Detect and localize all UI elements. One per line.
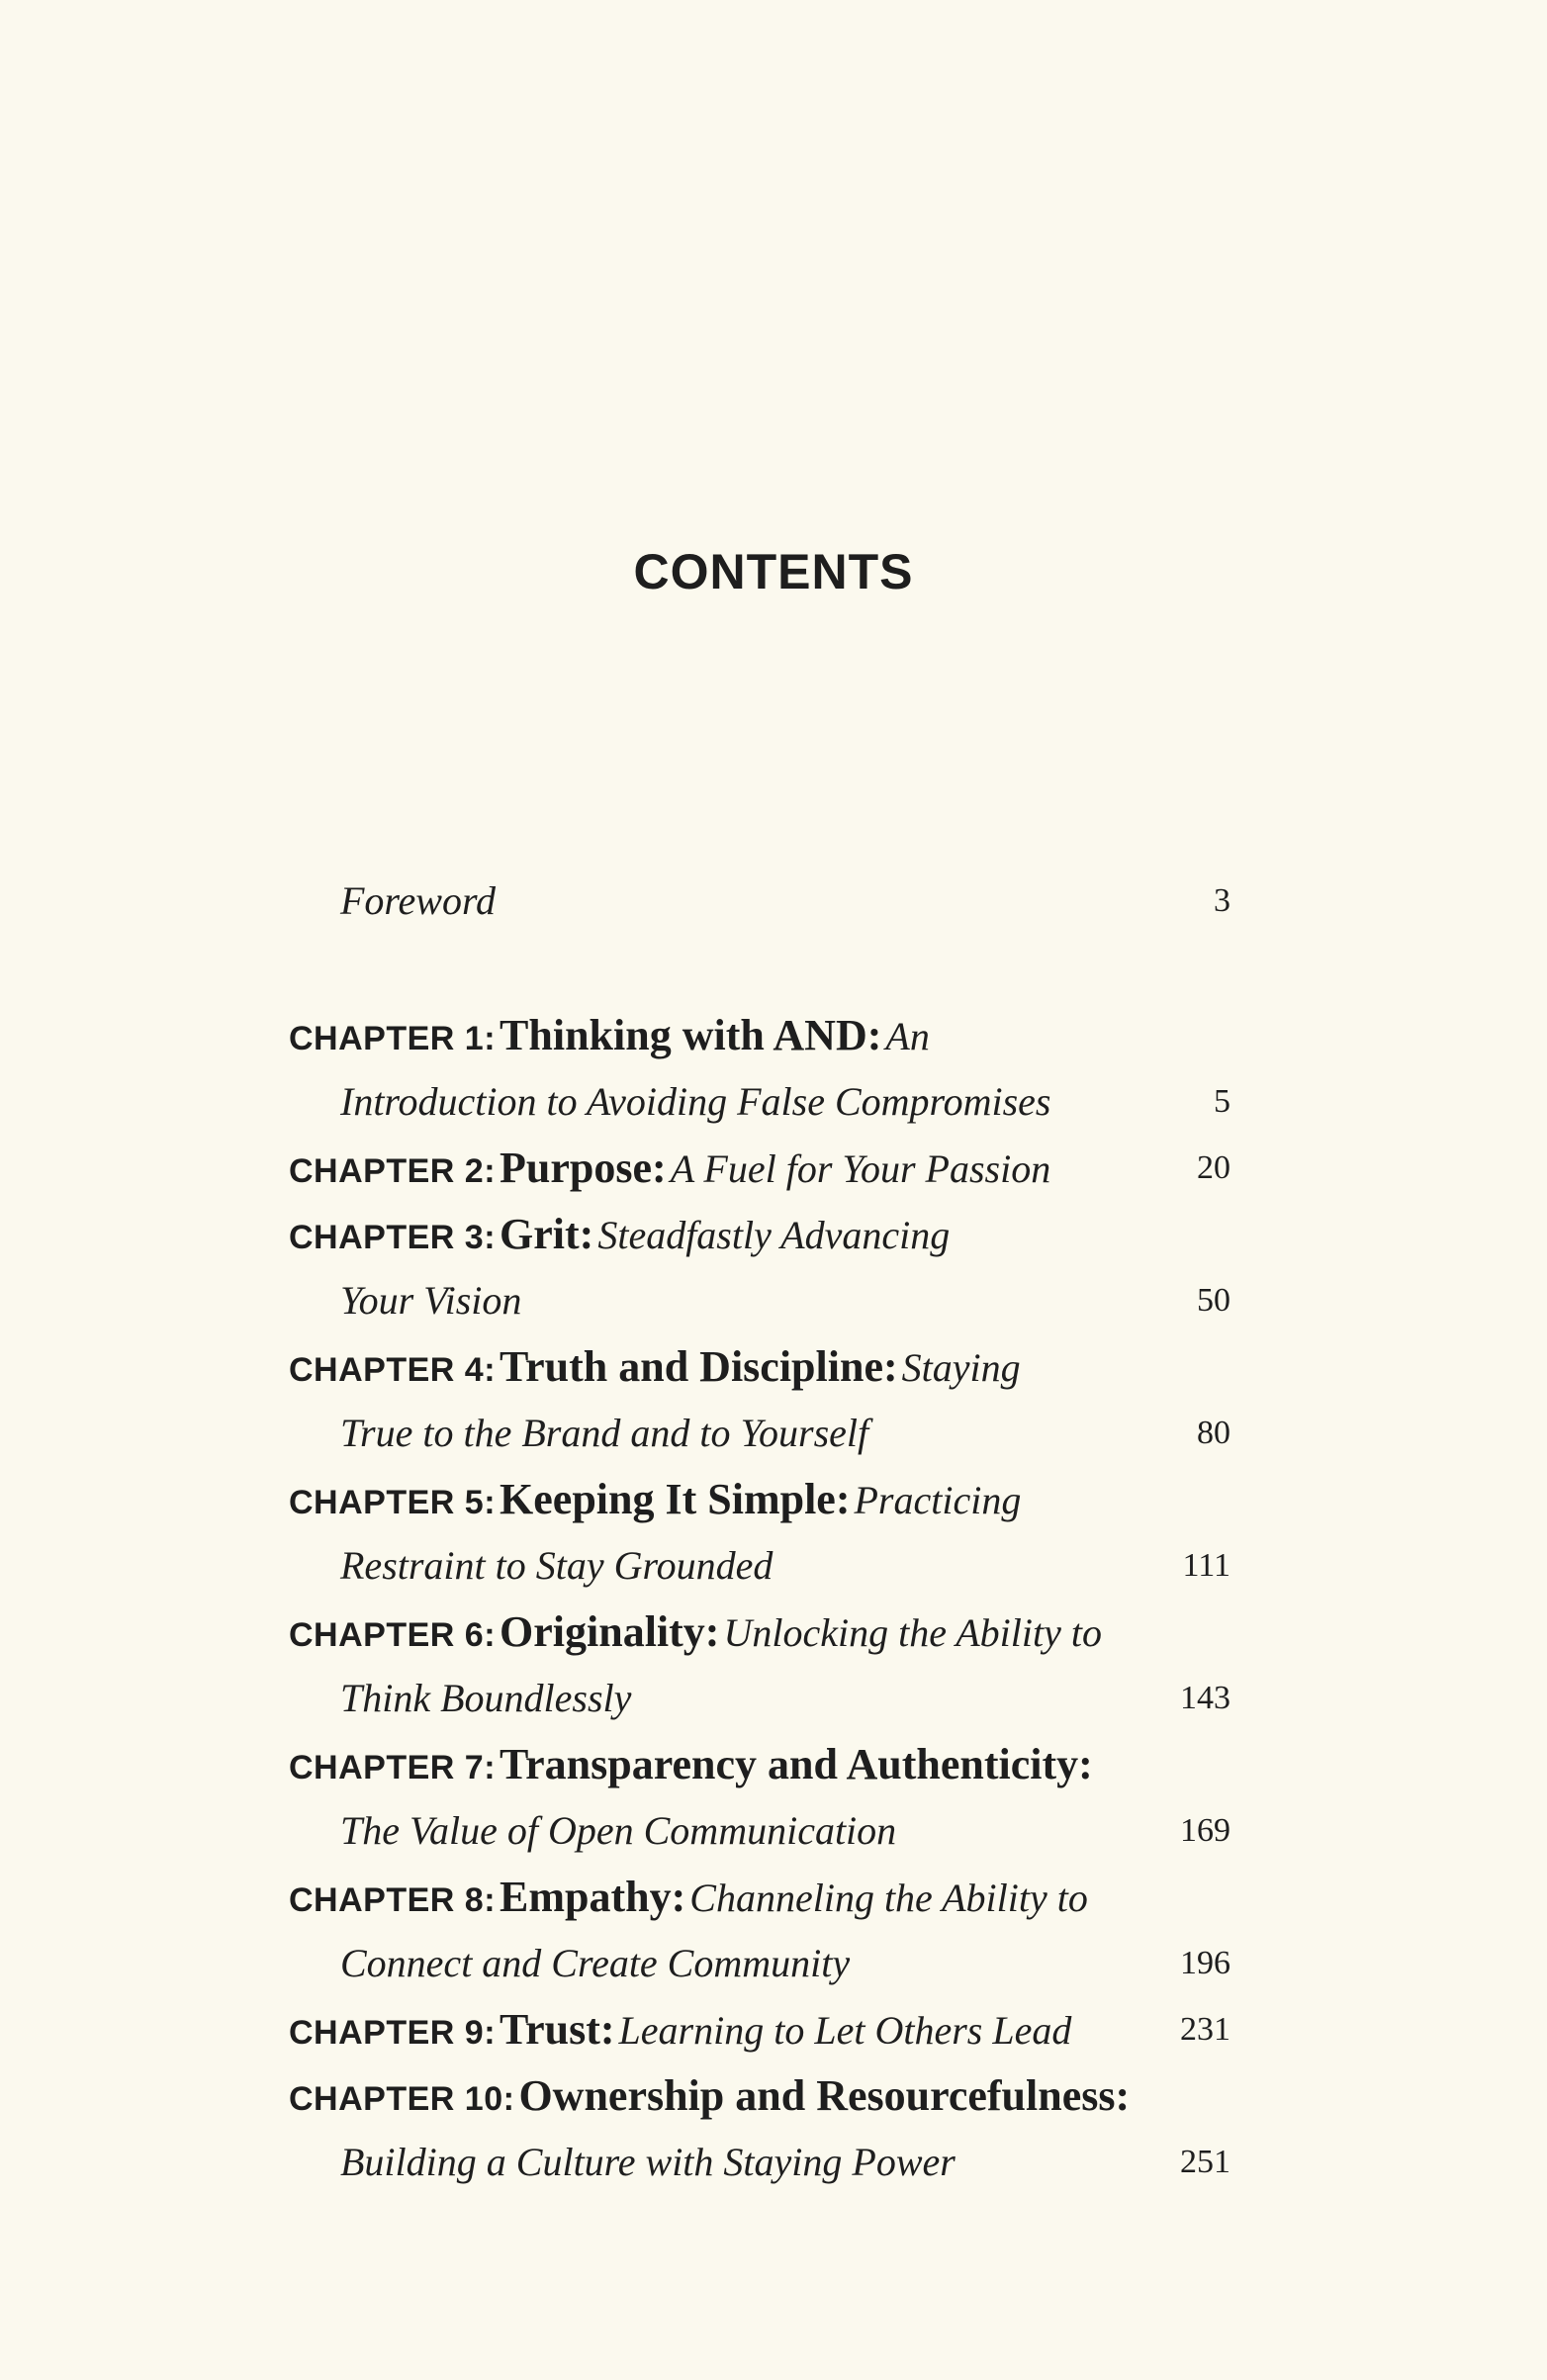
- toc-entry-chapter-7-cont[interactable]: [289, 1797, 1230, 1864]
- chapter-label: CHAPTER 7:: [289, 1749, 497, 1786]
- chapter-subtitle-cont: Restraint to Stay Grounded: [340, 1543, 774, 1588]
- toc-entry-chapter-8-cont[interactable]: [289, 1930, 1230, 1996]
- page-number: 196: [1180, 1945, 1230, 1981]
- page-number: 50: [1197, 1282, 1230, 1319]
- chapter-label: CHAPTER 4:: [289, 1351, 497, 1389]
- toc-entry-chapter-9[interactable]: [289, 1996, 1230, 2062]
- toc-entry-chapter-6[interactable]: [289, 1599, 1230, 1665]
- foreword-label: Foreword: [340, 878, 497, 923]
- toc-entry-chapter-5-cont[interactable]: [289, 1532, 1230, 1599]
- toc-entry-chapter-3-cont[interactable]: [289, 1267, 1230, 1333]
- chapter-title: Transparency and Authenticity:: [500, 1740, 1093, 1788]
- chapter-title: Trust:: [500, 2005, 615, 2054]
- chapter-label: CHAPTER 2:: [289, 1152, 497, 1190]
- chapter-subtitle: Unlocking the Ability to: [723, 1610, 1102, 1655]
- chapter-subtitle: An: [885, 1014, 930, 1058]
- page-number: 20: [1197, 1149, 1230, 1186]
- chapter-subtitle: Practicing: [854, 1478, 1022, 1522]
- toc-entry-chapter-3[interactable]: [289, 1201, 1230, 1267]
- chapter-label: CHAPTER 10:: [289, 2080, 515, 2118]
- chapter-subtitle-cont: Think Boundlessly: [340, 1676, 632, 1720]
- page-title: CONTENTS: [633, 544, 914, 599]
- toc-entry-chapter-4[interactable]: [289, 1333, 1230, 1400]
- chapter-subtitle-cont: Introduction to Avoiding False Compromises: [340, 1079, 1051, 1124]
- toc-entry-chapter-10-cont[interactable]: [289, 2129, 1230, 2195]
- chapter-title: Truth and Discipline:: [500, 1342, 898, 1391]
- chapter-label: CHAPTER 6:: [289, 1616, 497, 1654]
- toc-entry-chapter-8[interactable]: [289, 1864, 1230, 1930]
- chapter-title: Thinking with AND:: [500, 1011, 882, 1059]
- toc-entry-chapter-1-cont[interactable]: [289, 1068, 1230, 1135]
- toc-entry-foreword[interactable]: [289, 868, 1230, 934]
- chapter-subtitle-cont: The Value of Open Communication: [340, 1808, 897, 1853]
- chapter-subtitle: Steadfastly Advancing: [597, 1213, 951, 1257]
- chapter-subtitle-cont: True to the Brand and to Yourself: [340, 1411, 869, 1455]
- chapter-label: CHAPTER 9:: [289, 2014, 497, 2052]
- chapter-label: CHAPTER 8:: [289, 1881, 497, 1919]
- chapter-subtitle-cont: Connect and Create Community: [340, 1941, 851, 1985]
- page-number: 251: [1180, 2144, 1230, 2180]
- chapter-title: Empathy:: [500, 1873, 686, 1921]
- toc-entry-chapter-1[interactable]: [289, 1002, 1230, 1068]
- chapter-subtitle: Staying: [901, 1345, 1021, 1390]
- chapter-label: CHAPTER 3:: [289, 1219, 497, 1256]
- chapter-label: CHAPTER 5:: [289, 1484, 497, 1521]
- chapter-title: Purpose:: [500, 1144, 667, 1192]
- toc-entry-chapter-5[interactable]: [289, 1466, 1230, 1532]
- chapter-subtitle: Learning to Let Others Lead: [618, 2008, 1072, 2053]
- page-number: 231: [1180, 2011, 1230, 2048]
- toc-entry-chapter-4-cont[interactable]: [289, 1400, 1230, 1466]
- toc-entry-chapter-6-cont[interactable]: [289, 1665, 1230, 1731]
- chapter-title: Grit:: [500, 1210, 594, 1258]
- toc-entry-chapter-2[interactable]: [289, 1135, 1230, 1201]
- toc-entry-chapter-10[interactable]: [289, 2062, 1230, 2129]
- page-number: 169: [1180, 1812, 1230, 1849]
- chapter-title: Ownership and Resourcefulness:: [518, 2071, 1131, 2120]
- page-number: 111: [1182, 1547, 1230, 1584]
- page-number: 5: [1214, 1083, 1230, 1120]
- chapter-subtitle-cont: Your Vision: [340, 1278, 522, 1323]
- chapter-title: Originality:: [500, 1607, 720, 1656]
- page-number: 3: [1214, 882, 1230, 919]
- chapter-subtitle: A Fuel for Your Passion: [670, 1146, 1051, 1191]
- page-number: 80: [1197, 1415, 1230, 1451]
- toc-entry-chapter-7[interactable]: [289, 1731, 1230, 1797]
- page-number: 143: [1180, 1680, 1230, 1716]
- chapter-title: Keeping It Simple:: [500, 1475, 851, 1523]
- chapter-subtitle: Channeling the Ability to: [689, 1876, 1088, 1920]
- chapter-subtitle-cont: Building a Culture with Staying Power: [340, 2140, 956, 2184]
- chapter-label: CHAPTER 1:: [289, 1020, 497, 1057]
